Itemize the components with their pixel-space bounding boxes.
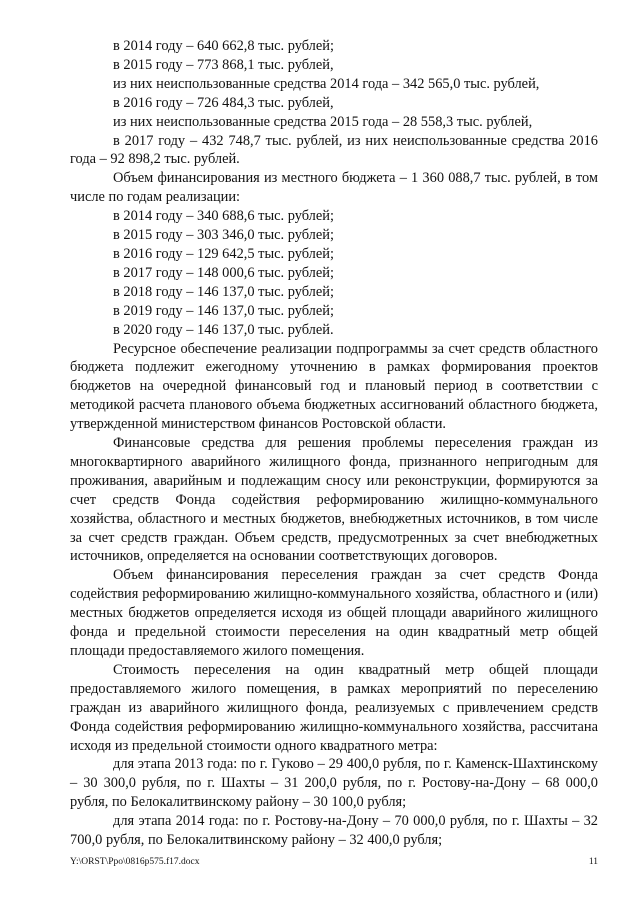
paragraph: Объем финансирования переселения граждан за счет средств Фонда содействия реформированию жилищно-коммунального хозяйства, областного и (или) местных бюджетов определяется исходя из общей площади аварийного жилищного фонда и предельной стоимости переселения на один квадратный метр общей площади предоставляемого жилого помещения.: [70, 567, 598, 659]
file-path: Y:\ORST\Ppo\0816p575.f17.docx: [70, 857, 200, 867]
paragraph: для этапа 2014 года: по г. Ростову-на-Дону – 70 000,0 рубля, по г. Шахты – 32 700,0 рубля, по Белокалитвинскому району – 32 400,0 рубля;: [70, 813, 598, 849]
paragraph: в 2017 году – 148 000,6 тыс. рублей;: [113, 264, 334, 281]
paragraph: из них неиспользованные средства 2015 года – 28 558,3 тыс. рублей,: [113, 113, 533, 130]
paragraph: в 2019 году – 146 137,0 тыс. рублей;: [113, 302, 334, 319]
paragraph: в 2017 году – 432 748,7 тыс. рублей, из них неиспользованные средства 2016 года – 92 898,2 тыс. рублей.: [70, 132, 598, 168]
paragraph: в 2020 году – 146 137,0 тыс. рублей.: [113, 321, 334, 338]
paragraph: в 2014 году – 640 662,8 тыс. рублей;: [113, 38, 334, 54]
document-body: [70, 37, 598, 850]
paragraph: в 2014 году – 340 688,6 тыс. рублей;: [113, 208, 334, 225]
paragraph: из них неиспользованные средства 2014 года – 342 565,0 тыс. рублей,: [113, 75, 540, 92]
paragraph: для этапа 2013 года: по г. Гуково – 29 400,0 рубля, по г. Каменск-Шахтинскому – 30 300,0 рубля, по г. Шахты – 31 200,0 рубля, по г. Ростову-на-Дону – 68 000,0 рубля, по Белокалитвинскому району – 30 100,0 рубля;: [70, 756, 598, 811]
paragraph: в 2016 году – 726 484,3 тыс. рублей,: [113, 94, 334, 111]
paragraph: в 2018 году – 146 137,0 тыс. рублей;: [113, 283, 334, 300]
paragraph: Ресурсное обеспечение реализации подпрограммы за счет средств областного бюджета подлежит ежегодному уточнению в рамках формирования проектов бюджетов на очередной финансовый год и плановый период в соответствии с методикой расчета планового объема бюджетных ассигнований областного бюджета, утвержденной министерством финансов Ростовской области.: [70, 340, 598, 433]
paragraph: Финансовые средства для решения проблемы переселения граждан из многоквартирного аварийного жилищного фонда, признанного непригодным для проживания, аварийным и подлежащим сносу или реконструкции, формируются за счет средств Фонда содействия реформированию жилищно-коммунального хозяйства, областного и местных бюджетов, внебюджетных источников, в том числе за счет средств граждан. Объем средств, предусмотренных за счет внебюджетных источников, определяется на основании соответствующих договоров.: [70, 435, 598, 565]
paragraph: в 2015 году – 303 346,0 тыс. рублей;: [113, 227, 334, 244]
paragraph: в 2015 году – 773 868,1 тыс. рублей,: [113, 56, 334, 73]
paragraph: Объем финансирования из местного бюджета – 1 360 088,7 тыс. рублей, в том числе по годам реализации:: [70, 170, 598, 206]
paragraph: в 2016 году – 129 642,5 тыс. рублей;: [113, 245, 334, 262]
page-number: 11: [588, 857, 598, 867]
page-footer: [70, 855, 598, 869]
paragraph: Стоимость переселения на один квадратный метр общей площади предоставляемого жилого помещения, в рамках мероприятий по переселению граждан из аварийного жилищного фонда, реализуемых с привлечением средств Фонда содействия реформированию жилищно-коммунального хозяйства, рассчитана исходя из предельной стоимости одного квадратного метра:: [70, 661, 598, 754]
